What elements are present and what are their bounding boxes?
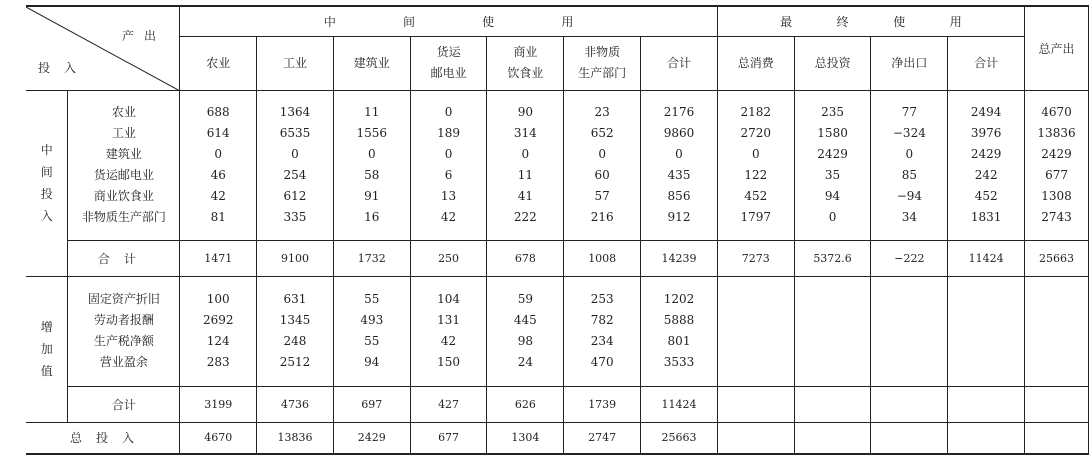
empty-cell	[717, 422, 794, 454]
cell: 3199	[180, 386, 257, 422]
cell: 0	[598, 147, 606, 161]
cell: 1008	[564, 240, 641, 276]
cell: 242	[974, 168, 998, 182]
col-header-intermediate-total: 合计	[641, 36, 718, 90]
col-header-nonmaterial	[564, 36, 641, 90]
col-header-construction: 建筑业	[333, 36, 410, 90]
intermediate-total-row	[26, 240, 1089, 276]
empty-cell	[794, 422, 871, 454]
cell: 100	[206, 292, 230, 306]
cell: 1304	[487, 422, 564, 454]
cell: 104	[437, 292, 461, 306]
empty-cell	[1025, 386, 1089, 422]
intermediate-use-char: 中	[323, 14, 336, 29]
cell: 235	[821, 105, 845, 119]
final-use-char: 用	[949, 14, 962, 29]
cell: 2176	[663, 105, 695, 119]
cell: 1831	[970, 210, 1002, 224]
empty-cell	[871, 422, 948, 454]
col-final-total	[948, 90, 1025, 240]
col-header-line: 非物质	[584, 45, 621, 59]
cell: 11	[517, 168, 533, 182]
cell: 55	[364, 334, 380, 348]
cell: 445	[513, 313, 537, 327]
cell: 13836	[257, 422, 334, 454]
col-investment	[794, 90, 871, 240]
cell: 4670	[180, 422, 257, 454]
cell: 250	[410, 240, 487, 276]
cell: 122	[744, 168, 768, 182]
col-commerce	[487, 90, 564, 240]
cell: 0	[214, 147, 223, 161]
cell: 631	[283, 292, 307, 306]
cell: 253	[590, 292, 614, 306]
final-use-char: 终	[836, 14, 849, 29]
va-col-industry	[257, 276, 334, 386]
cell: 85	[901, 168, 917, 182]
row-label-total: 合计	[68, 240, 180, 276]
cell: 314	[513, 126, 537, 140]
cell: 254	[283, 168, 307, 182]
cell: 189	[437, 126, 461, 140]
col-transport	[410, 90, 487, 240]
cell: 94	[364, 355, 380, 369]
cell: 6535	[279, 126, 311, 140]
cell: 24	[517, 355, 533, 369]
cell: 59	[517, 292, 533, 306]
cell: 248	[283, 334, 307, 348]
empty-cell	[871, 276, 948, 386]
diagonal-divider	[26, 7, 180, 91]
cell: 124	[206, 334, 230, 348]
col-header-net-export: 净出口	[871, 36, 948, 90]
row-label-nonmaterial: 非物质生产部门	[81, 210, 166, 224]
cell: 782	[590, 313, 614, 327]
cell: 335	[283, 210, 307, 224]
cell: 98	[517, 334, 533, 348]
cell: 427	[410, 386, 487, 422]
empty-cell	[794, 276, 871, 386]
row-label-compensation: 劳动者报酬	[93, 313, 154, 327]
row-label-transport: 货运邮电业	[93, 168, 154, 182]
cell: 2182	[740, 105, 772, 119]
cell: 0	[291, 147, 299, 161]
cell: 0	[905, 147, 914, 161]
cell: 2429	[1041, 147, 1072, 161]
cell: 0	[751, 147, 760, 161]
label-char: 入	[40, 209, 53, 223]
cell: 25663	[641, 422, 718, 454]
va-col-transport	[410, 276, 487, 386]
empty-cell	[1025, 422, 1089, 454]
cell: 11424	[948, 240, 1025, 276]
va-col-agriculture	[180, 276, 257, 386]
cell: 283	[206, 355, 230, 369]
final-use-char: 使	[893, 14, 906, 29]
cell: −324	[892, 126, 926, 140]
cell: 2429	[817, 147, 848, 161]
cell: 1797	[740, 210, 772, 224]
col-header-commerce	[487, 36, 564, 90]
final-use-char: 最	[780, 14, 793, 29]
empty-cell	[717, 276, 794, 386]
cell: 90	[517, 105, 533, 119]
value-added-label	[26, 276, 68, 422]
cell: 652	[590, 126, 614, 140]
intermediate-input-label	[26, 90, 68, 276]
intermediate-use-char: 间	[403, 14, 416, 29]
cell: 1471	[180, 240, 257, 276]
cell: 34	[901, 210, 917, 224]
label-char: 投	[40, 187, 53, 201]
cell: 81	[210, 210, 226, 224]
col-header-industry: 工业	[257, 36, 334, 90]
input-output-table	[26, 5, 1089, 455]
cell: 13	[440, 189, 457, 203]
cell: 1556	[356, 126, 388, 140]
cell: 2743	[1041, 210, 1072, 224]
row-label-surplus: 营业盈余	[99, 355, 148, 369]
col-net-export	[871, 90, 948, 240]
cell: 3976	[970, 126, 1002, 140]
cell: 6	[444, 168, 453, 182]
corner-input-label: 投入	[38, 61, 91, 75]
col-header-line: 货运	[436, 45, 461, 59]
va-col-commerce	[487, 276, 564, 386]
cell: 13836	[1037, 126, 1076, 140]
cell: 46	[210, 168, 226, 182]
cell: 1732	[333, 240, 410, 276]
empty-cell	[871, 386, 948, 422]
col-header-line: 商业	[513, 45, 538, 59]
va-col-nonmaterial	[564, 276, 641, 386]
total-input-row	[26, 422, 1089, 454]
cell: 2747	[564, 422, 641, 454]
col-agriculture	[180, 90, 257, 240]
cell: 626	[487, 386, 564, 422]
cell: 856	[667, 189, 691, 203]
label-char: 加	[40, 342, 53, 356]
row-label-industry: 工业	[111, 126, 136, 140]
cell: 5372.6	[794, 240, 871, 276]
cell: 2429	[970, 147, 1002, 161]
label-char: 增	[40, 320, 53, 334]
cell: 2720	[740, 126, 772, 140]
cell: 493	[360, 313, 384, 327]
cell: 216	[590, 210, 614, 224]
cell: 2494	[970, 105, 1002, 119]
cell: 697	[333, 386, 410, 422]
cell: 131	[437, 313, 461, 327]
col-intermediate-total	[641, 90, 718, 240]
empty-cell	[948, 386, 1025, 422]
cell: 677	[410, 422, 487, 454]
cell: 11424	[641, 386, 718, 422]
cell: 612	[283, 189, 307, 203]
cell: 91	[364, 189, 380, 203]
cell: 25663	[1025, 240, 1089, 276]
final-use-header	[717, 6, 1024, 36]
cell: 42	[440, 334, 457, 348]
col-industry	[257, 90, 334, 240]
cell: 1580	[817, 126, 848, 140]
col-header-line: 饮食业	[507, 66, 544, 80]
cell: 94	[824, 189, 841, 203]
cell: 2429	[333, 422, 410, 454]
label-char: 中	[40, 143, 53, 157]
corner-output-label: 产出	[122, 29, 167, 43]
label-char: 间	[40, 165, 53, 179]
col-nonmaterial	[564, 90, 641, 240]
cell: 470	[590, 355, 614, 369]
cell: 5888	[663, 313, 695, 327]
col-construction	[333, 90, 410, 240]
cell: 42	[440, 210, 457, 224]
cell: 912	[667, 210, 691, 224]
cell: 1345	[279, 313, 311, 327]
cell: 14239	[641, 240, 718, 276]
cell: 7273	[717, 240, 794, 276]
cell: 2692	[202, 313, 234, 327]
cell: 222	[513, 210, 537, 224]
cell: 58	[364, 168, 380, 182]
cell: 688	[206, 105, 230, 119]
empty-cell	[717, 386, 794, 422]
intermediate-row-labels	[68, 90, 180, 240]
cell: 1202	[663, 292, 695, 306]
va-col-construction	[333, 276, 410, 386]
cell: 57	[594, 189, 610, 203]
cell: 1308	[1041, 189, 1072, 203]
va-col-total	[641, 276, 718, 386]
col-header-agriculture: 农业	[180, 36, 257, 90]
cell: 3533	[663, 355, 695, 369]
cell: 1739	[564, 386, 641, 422]
cell: 0	[444, 105, 453, 119]
cell: 678	[487, 240, 564, 276]
cell: −94	[896, 189, 923, 203]
cell: 55	[364, 292, 380, 306]
cell: 435	[667, 168, 691, 182]
col-header-consumption: 总消费	[717, 36, 794, 90]
col-total-output	[1025, 90, 1089, 240]
cell: 1364	[279, 105, 311, 119]
cell: 9100	[257, 240, 334, 276]
cell: 23	[594, 105, 610, 119]
col-header-line: 生产部门	[578, 66, 627, 80]
col-header-final-total: 合计	[948, 36, 1025, 90]
cell: 0	[521, 147, 530, 161]
cell: 234	[590, 334, 614, 348]
cell: −222	[871, 240, 948, 276]
empty-cell	[794, 386, 871, 422]
intermediate-use-char: 用	[561, 14, 574, 29]
cell: 0	[367, 147, 376, 161]
cell: 150	[437, 355, 461, 369]
value-added-row-labels	[68, 276, 180, 386]
row-label-agriculture: 农业	[111, 105, 136, 119]
cell: 77	[901, 105, 917, 119]
row-label-depreciation: 固定资产折旧	[87, 292, 160, 306]
total-input-label: 总投入	[26, 422, 180, 454]
empty-cell	[1025, 276, 1089, 386]
cell: 677	[1045, 168, 1068, 182]
cell: 452	[974, 189, 998, 203]
cell: 0	[828, 210, 837, 224]
cell: 0	[675, 147, 683, 161]
col-header-line: 邮电业	[430, 66, 467, 80]
row-label-net-tax: 生产税净额	[93, 334, 154, 348]
cell: 2512	[279, 355, 311, 369]
cell: 801	[667, 334, 691, 348]
row-label-commerce: 商业饮食业	[93, 189, 154, 203]
cell: 9860	[663, 126, 695, 140]
row-label-va-total: 合计	[68, 386, 180, 422]
corner-header	[26, 6, 180, 90]
value-added-total-row	[26, 386, 1089, 422]
cell: 42	[210, 189, 226, 203]
col-header-transport	[410, 36, 487, 90]
cell: 16	[364, 210, 380, 224]
row-label-construction: 建筑业	[105, 147, 142, 161]
empty-cell	[948, 276, 1025, 386]
cell: 4670	[1041, 105, 1072, 119]
col-header-investment: 总投资	[794, 36, 871, 90]
cell: 41	[517, 189, 533, 203]
label-char: 值	[40, 364, 53, 378]
cell: 60	[594, 168, 610, 182]
cell: 4736	[257, 386, 334, 422]
col-consumption	[717, 90, 794, 240]
cell: 614	[206, 126, 230, 140]
empty-cell	[948, 422, 1025, 454]
cell: 0	[444, 147, 453, 161]
total-output-header: 总产出	[1025, 6, 1089, 90]
intermediate-use-char: 使	[482, 14, 495, 29]
cell: 452	[744, 189, 768, 203]
cell: 11	[364, 105, 380, 119]
cell: 35	[824, 168, 841, 182]
intermediate-use-header	[180, 6, 718, 36]
